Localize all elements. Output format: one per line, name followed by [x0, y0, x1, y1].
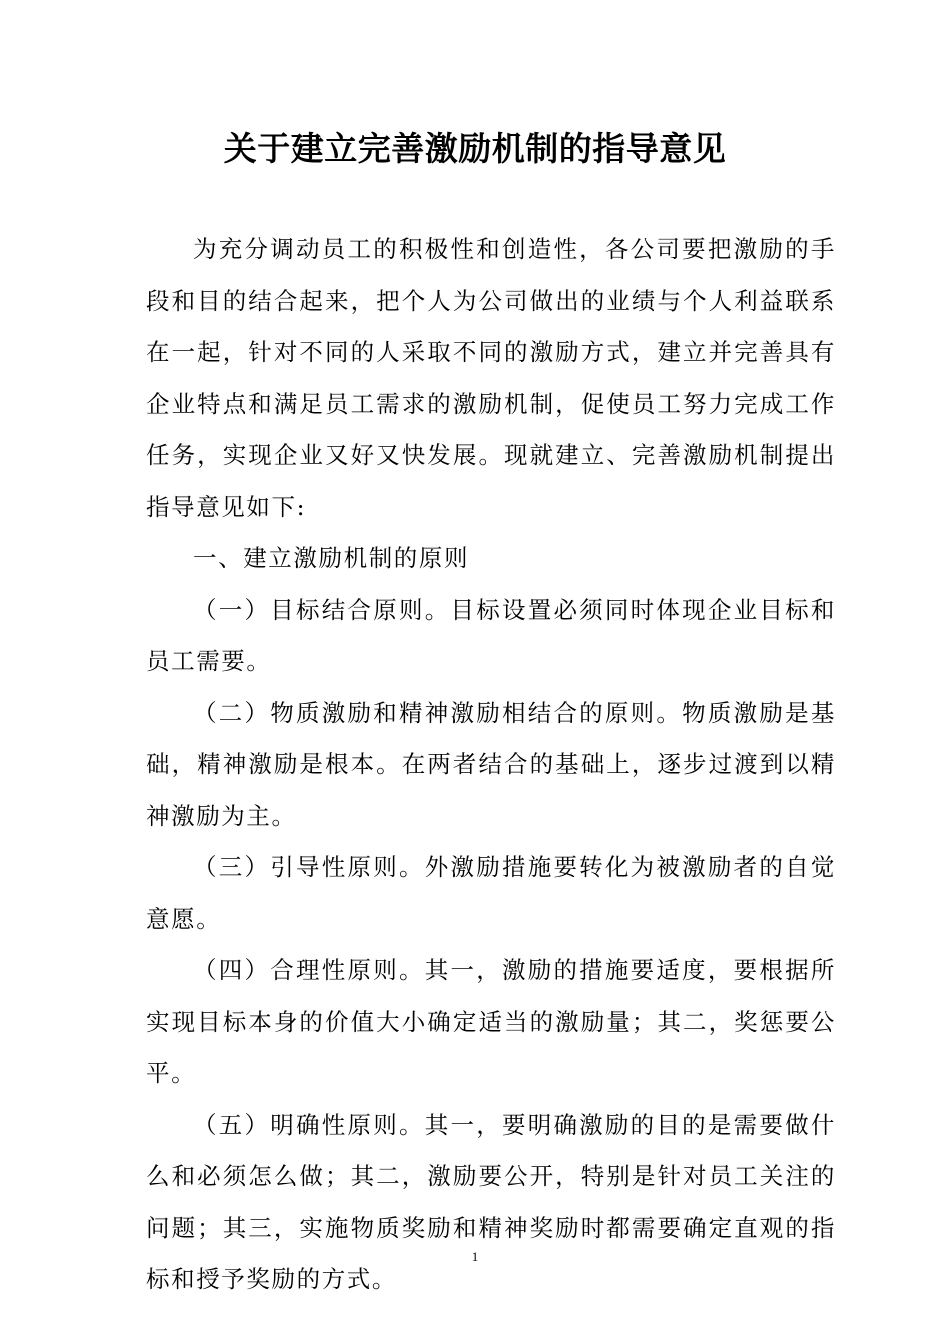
principle-3-paragraph: （三）引导性原则。外激励措施要转化为被激励者的自觉意愿。: [146, 853, 836, 933]
principle-5-paragraph: （五）明确性原则。其一，要明确激励的目的是需要做什么和必须怎么做；其二，激励要公开，特别是针对员工关注的问题；其三，实施物质奖励和精神奖励时都需要确定直观的指标和授予奖励的方式。: [146, 1110, 836, 1293]
intro-paragraph: 为充分调动员工的积极性和创造性，各公司要把激励的手段和目的结合起来，把个人为公司做出的业绩与个人利益联系在一起，针对不同的人采取不同的激励方式，建立并完善具有企业特点和满足员工需求的激励机制，促使员工努力完成工作任务，实现企业又好又快发展。现就建立、完善激励机制提出指导意见如下:: [146, 235, 836, 521]
principle-4-paragraph: （四）合理性原则。其一，激励的措施要适度，要根据所实现目标本身的价值大小确定适当的激励量；其二，奖惩要公平。: [146, 956, 836, 1087]
document-body: [146, 224, 836, 1306]
principle-1-paragraph: （一）目标结合原则。目标设置必须同时体现企业目标和员工需要。: [146, 595, 836, 675]
document-title: 关于建立完善激励机制的指导意见: [223, 129, 727, 168]
page-number: 1: [471, 1249, 479, 1264]
principle-2-paragraph: （二）物质激励和精神激励相结合的原则。物质激励是基础，精神激励是根本。在两者结合的基础上，逐步过渡到以精神激励为主。: [146, 698, 836, 830]
section-heading-principles: 一、建立激励机制的原则: [193, 544, 470, 572]
